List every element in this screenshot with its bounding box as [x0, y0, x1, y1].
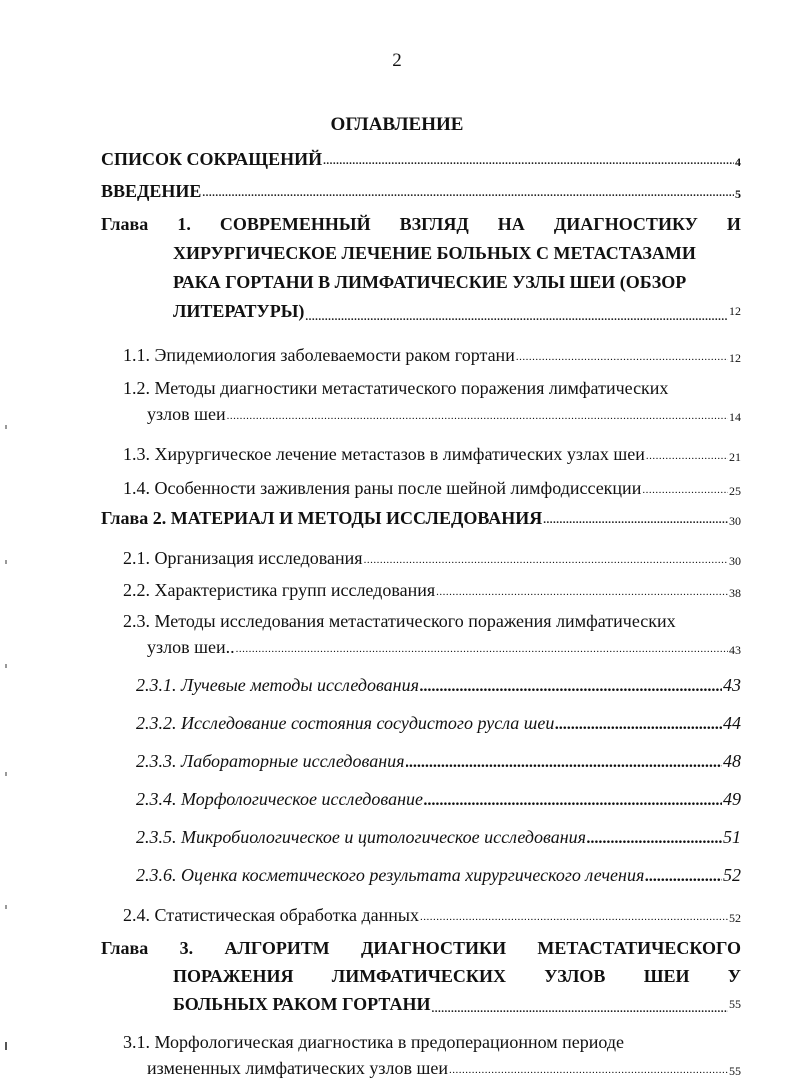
toc-entry-label: 2.3.3. Лабораторные исследования: [136, 751, 405, 771]
toc-page-number: 51: [723, 827, 741, 847]
chapter-1-line-2: ХИРУРГИЧЕСКОЕ ЛЕЧЕНИЕ БОЛЬНЫХ С МЕТАСТАЗАМИ: [173, 243, 696, 263]
toc-entry-2-1[interactable]: [101, 529, 741, 569]
toc-page-number: 25: [729, 484, 741, 498]
dot-leader: [420, 678, 722, 696]
toc-page-number: 30: [729, 554, 741, 568]
table-of-contents: [101, 142, 741, 1079]
toc-entry-2-3-6[interactable]: [101, 848, 741, 886]
toc-page-number: 43: [729, 643, 741, 657]
scan-artifact: [5, 1042, 7, 1050]
toc-entry-label: 1.4. Особенности заживления раны после шейной лимфодиссекции: [123, 478, 642, 498]
chapter-1-line-1: [101, 210, 741, 239]
toc-entry-introduction[interactable]: [101, 170, 741, 202]
toc-entry-label: 2.1. Организация исследования: [123, 548, 363, 568]
toc-entry-label: ЛИТЕРАТУРЫ): [173, 301, 305, 321]
dot-leader: [516, 348, 728, 366]
chapter-number: 3.: [179, 938, 194, 958]
toc-entry-label: Глава 2. МАТЕРИАЛ И МЕТОДЫ ИССЛЕДОВАНИЯ: [101, 508, 543, 528]
chapter-word: УЗЛОВ: [544, 966, 606, 986]
dot-leader: [202, 184, 734, 202]
toc-entry-label: БОЛЬНЫХ РАКОМ ГОРТАНИ: [173, 994, 431, 1014]
dot-leader: [236, 640, 728, 658]
scan-artifact: [5, 425, 7, 429]
dot-leader: [543, 511, 728, 529]
toc-page-number: 5: [735, 187, 741, 201]
dot-leader: [436, 583, 728, 601]
dot-leader: [587, 830, 722, 848]
toc-page-number: 52: [729, 911, 741, 925]
chapter-word: МЕТАСТАТИЧЕСКОГО: [537, 938, 741, 958]
toc-entry-2-3-4[interactable]: [101, 772, 741, 810]
toc-entry-2-3-3[interactable]: [101, 734, 741, 772]
dot-leader: [364, 551, 728, 569]
toc-entry-1-4[interactable]: [101, 465, 741, 499]
toc-entry-label: ВВЕДЕНИЕ: [101, 181, 202, 201]
toc-page-number: 55: [729, 997, 741, 1011]
chapter-word: СОВРЕМЕННЫЙ: [219, 214, 371, 234]
chapter-word: НА: [497, 214, 525, 234]
dot-leader: [642, 481, 728, 499]
dot-leader: [305, 308, 728, 326]
toc-entry-chapter-1[interactable]: [101, 210, 741, 326]
toc-entry-label: 1.2. Методы диагностики метастатического поражения лимфатических: [123, 378, 669, 398]
toc-entry-label: 3.1. Морфологическая диагностика в предоперационном периоде: [123, 1032, 625, 1052]
chapter-3-line-3: [101, 990, 741, 1018]
toc-entry-2-4[interactable]: [101, 886, 741, 926]
toc-page-number: 48: [723, 751, 741, 771]
toc-page-number: 43: [723, 675, 741, 695]
toc-entry-label: 1.3. Хирургическое лечение метастазов в лимфатических узлах шеи: [123, 444, 645, 464]
dot-leader: [227, 407, 728, 425]
toc-page-number: 38: [729, 586, 741, 600]
toc-entry-chapter-2[interactable]: [101, 499, 741, 529]
toc-entry-2-3[interactable]: [101, 611, 741, 658]
toc-entry-label: 2.3. Методы исследования метастатического поражения лимфатических: [123, 611, 676, 631]
dot-leader: [555, 716, 722, 734]
chapter-prefix: Глава: [101, 938, 149, 958]
toc-page-number: 30: [729, 514, 741, 528]
toc-page-number: 21: [729, 450, 741, 464]
toc-page-number: 4: [735, 155, 741, 169]
toc-entry-label: 1.1. Эпидемиология заболеваемости раком гортани: [123, 345, 515, 365]
page-title: ОГЛАВЛЕНИЕ: [330, 114, 464, 135]
scan-artifact: [5, 772, 7, 776]
chapter-word: ДИАГНОСТИКУ: [553, 214, 698, 234]
toc-entry-label: 2.3.2. Исследование состояния сосудистого русла шеи: [136, 713, 555, 733]
toc-page-number: 12: [729, 351, 741, 365]
toc-entry-label: 2.3.1. Лучевые методы исследования: [136, 675, 419, 695]
chapter-word: ВЗГЛЯД: [399, 214, 469, 234]
scan-artifact: [5, 560, 7, 564]
toc-entry-1-1[interactable]: [101, 326, 741, 366]
toc-entry-2-2[interactable]: [101, 569, 741, 601]
chapter-1-line-4: [101, 297, 741, 326]
chapter-number: 1.: [177, 214, 191, 234]
page-number: 2: [392, 50, 402, 71]
chapter-word: У: [727, 966, 741, 986]
toc-entry-1-2[interactable]: [101, 378, 741, 425]
chapter-prefix: Глава: [101, 214, 149, 234]
toc-page-number: 52: [723, 865, 741, 885]
toc-entry-label: СПИСОК СОКРАЩЕНИЙ: [101, 149, 323, 169]
toc-entry-label: 2.3.4. Морфологическое исследование: [136, 789, 424, 809]
toc-entry-2-3-5[interactable]: [101, 810, 741, 848]
toc-entry-chapter-3[interactable]: [101, 934, 741, 1018]
chapter-word: ПОРАЖЕНИЯ: [173, 966, 294, 986]
chapter-word: ДИАГНОСТИКИ: [360, 938, 507, 958]
toc-entry-label: 2.2. Характеристика групп исследования: [123, 580, 436, 600]
toc-page-number: 55: [729, 1064, 741, 1078]
dot-leader: [424, 792, 722, 810]
toc-entry-label: 2.3.6. Оценка косметического результата хирургического лечения: [136, 865, 645, 885]
toc-entry-2-3-2[interactable]: [101, 696, 741, 734]
toc-entry-2-3-1[interactable]: [101, 658, 741, 696]
toc-entry-label: измененных лимфатических узлов шеи: [147, 1058, 448, 1078]
toc-entry-1-3[interactable]: [101, 425, 741, 465]
chapter-word: ШЕИ: [643, 966, 690, 986]
dot-leader: [449, 1061, 728, 1079]
dot-leader: [406, 754, 722, 772]
toc-page-number: 44: [723, 713, 741, 733]
chapter-word: И: [726, 214, 741, 234]
chapter-word: ЛИМФАТИЧЕСКИХ: [331, 966, 506, 986]
scan-artifact: [5, 664, 7, 668]
chapter-3-line-2: [101, 962, 741, 990]
dot-leader: [431, 1000, 728, 1018]
toc-page-number: 14: [729, 410, 741, 424]
dot-leader: [323, 152, 734, 170]
chapter-word: АЛГОРИТМ: [224, 938, 330, 958]
toc-page-number: 49: [723, 789, 741, 809]
toc-entry-label: узлов шеи: [147, 404, 226, 424]
toc-page-number: 12: [729, 304, 741, 318]
chapter-3-line-1: [101, 934, 741, 962]
dot-leader: [645, 868, 722, 886]
dot-leader: [420, 908, 728, 926]
chapter-1-line-3: РАКА ГОРТАНИ В ЛИМФАТИЧЕСКИЕ УЗЛЫ ШЕИ (ОБЗОР: [173, 272, 687, 292]
toc-entry-3-1[interactable]: [101, 1032, 741, 1079]
toc-entry-abbreviations[interactable]: [101, 142, 741, 170]
scan-artifact: [5, 905, 7, 909]
toc-entry-label: узлов шеи..: [147, 637, 235, 657]
toc-entry-label: 2.3.5. Микробиологическое и цитологическое исследования: [136, 827, 587, 847]
toc-entry-label: 2.4. Статистическая обработка данных: [123, 905, 419, 925]
dot-leader: [646, 447, 728, 465]
